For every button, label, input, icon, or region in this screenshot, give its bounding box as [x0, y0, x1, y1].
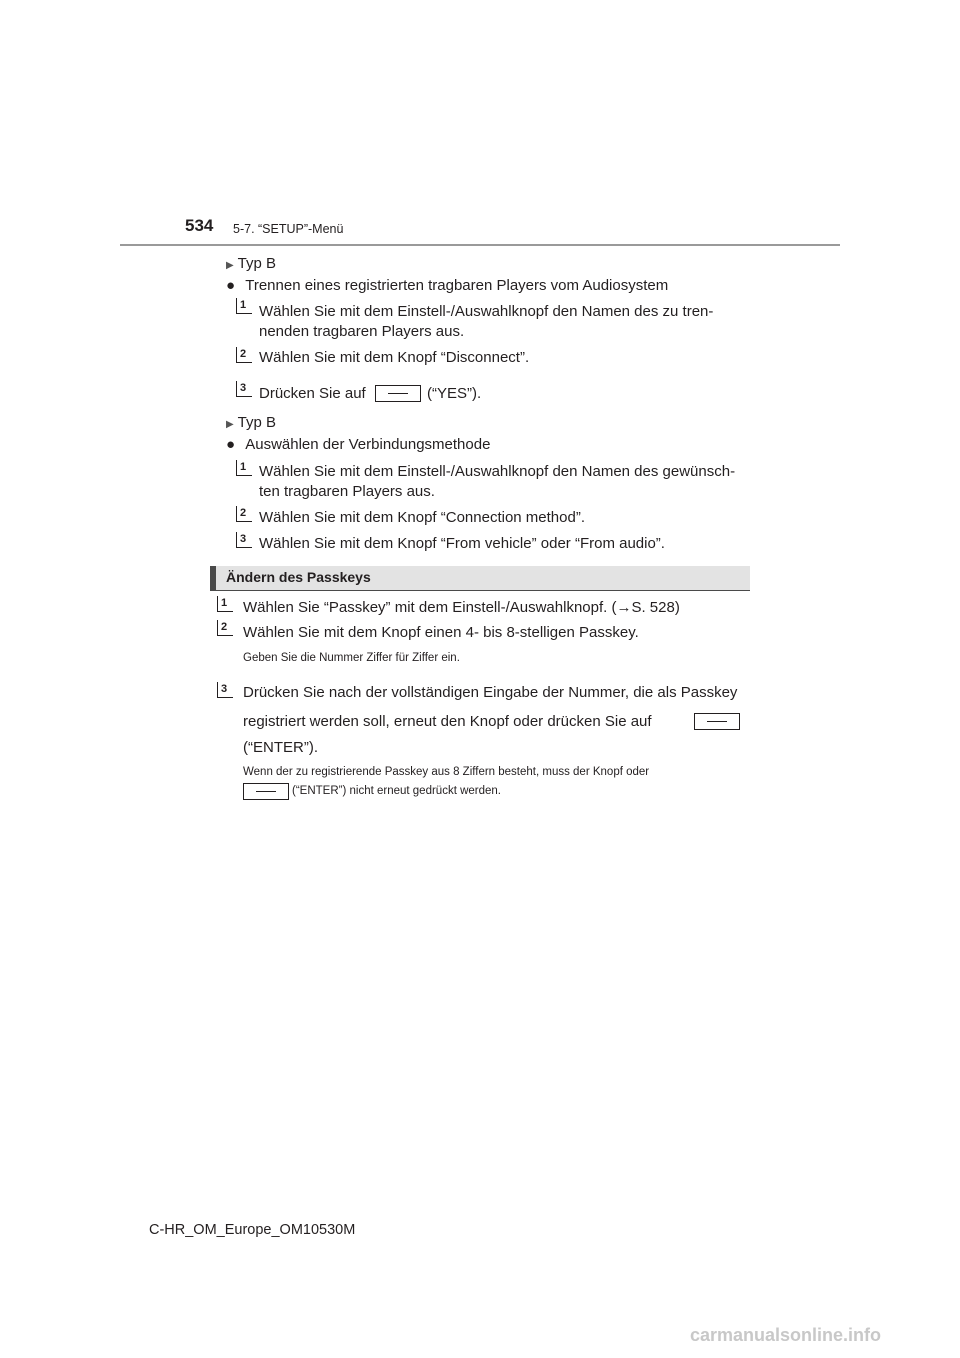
- section-reference: 5-7. “SETUP”-Menü: [233, 222, 344, 236]
- triangle-icon: ▶: [226, 419, 234, 430]
- enter-key-icon: [243, 783, 289, 800]
- type-label-text: Typ B: [237, 255, 276, 272]
- step-text: Wählen Sie mit dem Einstell-/Auswahlknopf den Namen des gewünsch-: [259, 463, 736, 480]
- step-text: Wählen Sie mit dem Knopf “Connection method”.: [259, 509, 585, 526]
- step-number: 3: [236, 532, 252, 548]
- bullet-heading: [226, 435, 490, 455]
- triangle-icon: ▶: [226, 260, 234, 271]
- step-text-cont: registriert werden soll, erneut den Knopf oder drücken Sie auf: [243, 713, 652, 730]
- section-heading: [210, 566, 750, 590]
- step-text-post: (“YES”).: [427, 385, 482, 402]
- step-number: 1: [236, 460, 252, 476]
- step-text: Wählen Sie mit dem Einstell-/Auswahlknopf den Namen des zu tren-: [259, 303, 714, 320]
- step-text: Wählen Sie mit dem Knopf einen 4- bis 8-stelligen Passkey.: [243, 624, 639, 641]
- bullet-icon: ●: [226, 277, 236, 294]
- step-text: Wählen Sie mit dem Knopf “Disconnect”.: [259, 349, 530, 366]
- step-number: 2: [217, 620, 233, 636]
- type-label: [226, 413, 276, 435]
- step-number: 3: [217, 682, 233, 698]
- document-code: C-HR_OM_Europe_OM10530M: [149, 1222, 356, 1238]
- enter-key-icon: [375, 385, 421, 402]
- step-note: Geben Sie die Nummer Ziffer für Ziffer ein.: [243, 652, 460, 664]
- type-label: [226, 254, 276, 276]
- step-text-cont: ten tragbaren Players aus.: [259, 483, 435, 500]
- step-text-cont: (“ENTER”).: [243, 739, 318, 756]
- enter-key-icon: [694, 713, 740, 730]
- header-divider: [120, 244, 840, 246]
- step-number: 1: [217, 596, 233, 612]
- section-divider: [210, 590, 750, 591]
- step-number: 3: [236, 381, 252, 397]
- step-text-cont: nenden tragbaren Players aus.: [259, 323, 465, 340]
- step-text: Wählen Sie “Passkey” mit dem Einstell-/Auswahlknopf. (→S. 528): [243, 599, 680, 616]
- section-heading-text: Ändern des Passkeys: [226, 569, 371, 585]
- bullet-heading-text: Auswählen der Verbindungsmethode: [245, 436, 491, 453]
- watermark: carmanualsonline.info: [690, 1325, 882, 1345]
- step-note-cont: (“ENTER”) nicht erneut gedrückt werden.: [292, 785, 501, 797]
- step-text: Drücken Sie auf: [259, 385, 366, 402]
- step-number: 1: [236, 298, 252, 314]
- page-number: 534: [185, 216, 214, 235]
- type-label-text: Typ B: [237, 414, 276, 431]
- step-number: 2: [236, 347, 252, 363]
- step-number: 2: [236, 506, 252, 522]
- step-note: Wenn der zu registrierende Passkey aus 8 Ziffern besteht, muss der Knopf oder: [243, 766, 650, 778]
- bullet-icon: ●: [226, 436, 236, 453]
- step-text: Drücken Sie nach der vollständigen Eingabe der Nummer, die als Passkey: [243, 684, 738, 701]
- step-text: Wählen Sie mit dem Knopf “From vehicle” oder “From audio”.: [259, 535, 665, 552]
- bullet-heading: [226, 276, 668, 296]
- bullet-heading-text: Trennen eines registrierten tragbaren Players vom Audiosystem: [245, 277, 669, 294]
